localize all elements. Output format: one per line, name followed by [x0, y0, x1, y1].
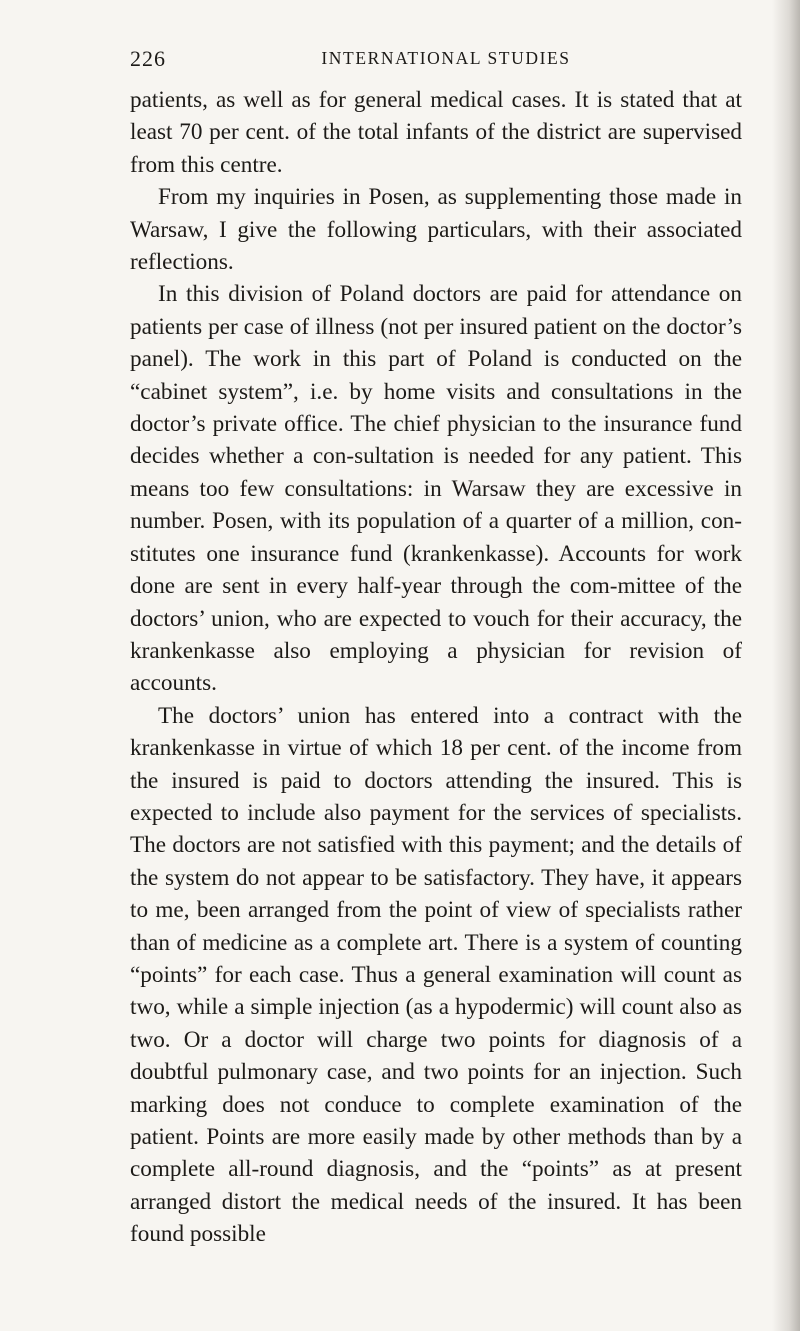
paragraph-posen-inquiries: From my inquiries in Posen, as supplementing those made in Warsaw, I give the following particulars, with their associated reflections. [130, 184, 742, 276]
paragraph-continued: patients, as well as for general medical cases. It is stated that at least 70 per cent. of the total infants of the district are supervised from this centre. [130, 87, 742, 178]
page-number: 226 [130, 46, 166, 71]
page-header [130, 46, 742, 76]
page-edge-shadow [772, 0, 800, 1331]
running-head: INTERNATIONAL STUDIES [321, 48, 571, 68]
paragraph-doctors-union: The doctors’ union has entered into a contract with the krankenkasse in virtue of which 18 per cent. of the income from the insured is paid to doctors attending the insured. This is expected to include also payment for the services of specialists. The doctors are not satisfied with this payment; and the details of the system do not appear to be satisfactory. They have, it appears to me, been arranged from the point of view of specialists rather than of medicine as a complete art. There is a system of counting “points” for each case. Thus a general examination will count as two, while a simple injection (as a hypodermic) will count also as two. Or a doctor will charge two points for diagnosis of a doubtful pulmonary case, and two points for an injection. Such marking does not conduce to complete examination of the patient. Points are more easily made by other methods than by a complete all-round diagnosis, and the “points” as at present arranged distort the medical needs of the insured. It has been found possible [130, 702, 742, 1248]
body-text [130, 84, 742, 1251]
paragraph-doctors-paid: In this division of Poland doctors are paid for attendance on patients per case of illness (not per insured patient on the doctor’s panel). The work in this part of Poland is conducted on the “cabinet system”, i.e. by home visits and consultations in the doctor’s private office. The chief physician to the insurance fund decides whether a con-sultation is needed for any patient. This means too few consultations: in Warsaw they are excessive in number. Posen, with its population of a quarter of a million, con-stitutes one insurance fund (krankenkasse). Accounts for work done are sent in every half-year through the com-mittee of the doctors’ union, who are expected to vouch for their accuracy, the krankenkasse also employing a physician for revision of accounts. [130, 281, 742, 697]
